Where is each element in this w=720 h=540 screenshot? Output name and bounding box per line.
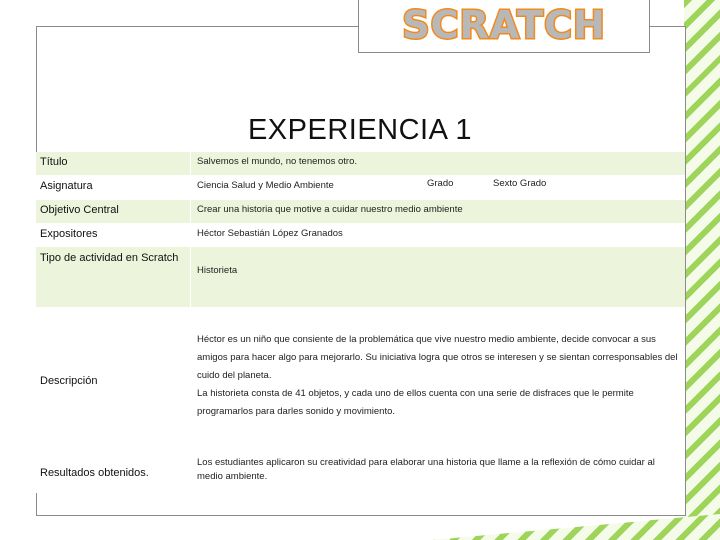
row-label-resultados: Resultados obtenidos.	[36, 454, 191, 493]
table-row-titulo	[36, 152, 685, 176]
row-value-asignatura: Ciencia Salud y Medio Ambiente	[197, 180, 334, 191]
row-value-expositores: Héctor Sebastián López Granados	[191, 224, 686, 247]
page-title: EXPERIENCIA 1	[247, 114, 473, 146]
scratch-logo	[379, 4, 629, 48]
grado-value: Sexto Grado	[493, 178, 547, 189]
row-value-asignatura-cell	[191, 176, 686, 200]
row-label-expositores: Expositores	[36, 224, 191, 247]
experience-table	[36, 152, 685, 493]
table-row-asignatura	[36, 176, 685, 200]
table-row-descripcion	[36, 308, 685, 454]
decorative-stripes-bottom	[0, 514, 720, 540]
row-label-titulo: Título	[36, 152, 191, 176]
row-value-tipo: Historieta	[191, 247, 686, 308]
table-row-objetivo	[36, 200, 685, 224]
table-row-tipo	[36, 247, 685, 308]
descripcion-paragraph-1: Héctor es un niño que consiente de la problemática que vive nuestro medio ambiente, decide convocar a sus amigos para hacer algo para mejorarlo. Su iniciativa logra que otros se interesen y se sientan corresponsables del cuido del planeta.	[197, 334, 678, 381]
table-row-resultados	[36, 454, 685, 493]
table-row-expositores	[36, 224, 685, 247]
row-label-objetivo: Objetivo Central	[36, 200, 191, 224]
row-label-asignatura: Asignatura	[36, 176, 191, 200]
logo-frame	[358, 0, 650, 53]
row-value-objetivo: Crear una historia que motive a cuidar nuestro medio ambiente	[191, 200, 686, 224]
row-value-resultados: Los estudiantes aplicaron su creatividad para elaborar una historia que llame a la reflexión de cómo cuidar al medio ambiente.	[191, 454, 686, 493]
grado-label: Grado	[427, 178, 454, 189]
decorative-stripes-right	[684, 0, 720, 540]
row-value-descripcion	[191, 308, 686, 454]
descripcion-paragraph-2: La historieta consta de 41 objetos, y cada uno de ellos cuenta con una serie de disfraces que le permite programarlos para darles sonido y movimiento.	[197, 388, 634, 417]
row-label-descripcion: Descripción	[36, 308, 191, 454]
scratch-logo-text: SCRATCH	[402, 4, 606, 47]
row-label-tipo: Tipo de actividad en Scratch	[36, 247, 191, 308]
row-value-titulo: Salvemos el mundo, no tenemos otro.	[191, 152, 686, 176]
